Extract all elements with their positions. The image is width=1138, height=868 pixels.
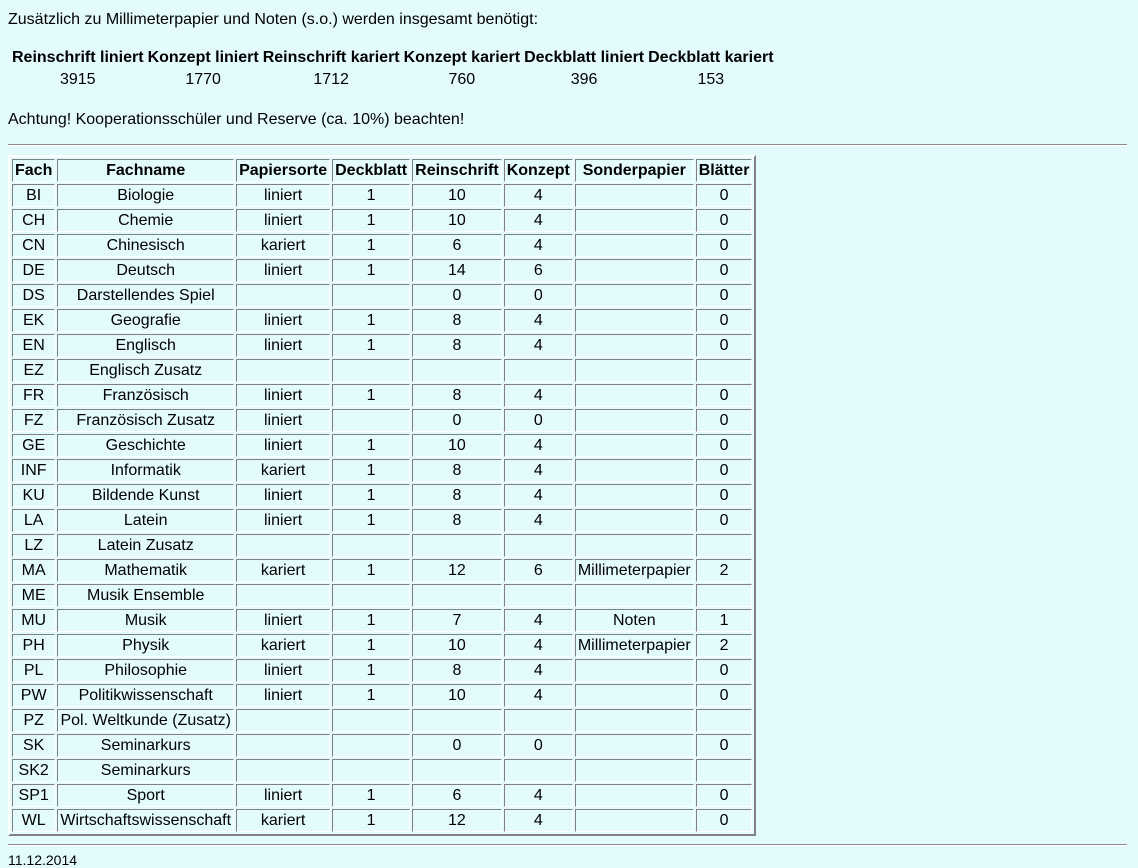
cell-fach: PL [12,659,55,682]
cell-konzept: 4 [504,459,573,482]
cell-reinschrift [412,359,502,382]
cell-blaetter: 0 [696,184,753,207]
cell-deckblatt [332,359,410,382]
cell-fachname: Geografie [57,309,234,332]
summary-value: 3915 [59,71,96,88]
summary-table [8,46,778,92]
cell-blaetter: 0 [696,409,753,432]
cell-reinschrift: 8 [412,334,502,357]
cell-blaetter [696,759,753,782]
cell-blaetter: 0 [696,484,753,507]
cell-fach: ME [12,584,55,607]
table-row [12,484,752,507]
table-row [12,184,752,207]
cell-blaetter: 0 [696,384,753,407]
cell-fachname: Französisch Zusatz [57,409,234,432]
table-row [12,634,752,657]
cell-fachname: Physik [57,634,234,657]
cell-fachname: Wirtschaftswissenschaft [57,809,234,832]
cell-fachname: Englisch Zusatz [57,359,234,382]
cell-sonderpapier [575,459,694,482]
table-row [12,309,752,332]
cell-fach: FR [12,384,55,407]
cell-sonderpapier [575,409,694,432]
cell-reinschrift: 8 [412,309,502,332]
cell-deckblatt: 1 [332,334,410,357]
cell-fach: DE [12,259,55,282]
cell-konzept: 4 [504,309,573,332]
table-row [12,334,752,357]
cell-blaetter: 0 [696,309,753,332]
table-row [12,534,752,557]
column-header-sonderpapier: Sonderpapier [575,159,694,182]
table-row [12,234,752,257]
table-row [12,684,752,707]
cell-deckblatt: 1 [332,384,410,407]
table-row [12,584,752,607]
cell-blaetter: 0 [696,209,753,232]
cell-deckblatt [332,759,410,782]
intro-text: Zusätzlich zu Millimeterpapier und Noten (s.o.) werden insgesamt benötigt: [8,11,539,28]
cell-konzept: 4 [504,809,573,832]
cell-fachname: Chemie [57,209,234,232]
cell-reinschrift: 6 [412,784,502,807]
cell-papiersorte: liniert [236,434,330,457]
cell-sonderpapier [575,259,694,282]
cell-blaetter: 0 [696,784,753,807]
cell-fach: SP1 [12,784,55,807]
cell-papiersorte: liniert [236,259,330,282]
cell-deckblatt: 1 [332,259,410,282]
cell-reinschrift: 0 [412,284,502,307]
table-header-row [12,159,752,182]
table-row [12,434,752,457]
cell-konzept: 4 [504,784,573,807]
cell-konzept: 0 [504,409,573,432]
cell-blaetter: 0 [696,684,753,707]
table-row [12,809,752,832]
cell-fach: BI [12,184,55,207]
cell-sonderpapier [575,334,694,357]
cell-papiersorte: liniert [236,384,330,407]
cell-blaetter: 0 [696,434,753,457]
cell-reinschrift: 10 [412,434,502,457]
cell-sonderpapier [575,209,694,232]
cell-sonderpapier [575,384,694,407]
summary-header: Konzept liniert [147,49,259,66]
summary-header: Reinschrift liniert [12,49,144,66]
cell-blaetter: 2 [696,559,753,582]
cell-konzept: 4 [504,384,573,407]
cell-fach: PW [12,684,55,707]
subjects-table [10,157,754,834]
table-row [12,459,752,482]
cell-reinschrift: 12 [412,809,502,832]
cell-reinschrift: 8 [412,384,502,407]
cell-fach: MA [12,559,55,582]
subjects-table-frame [8,155,756,836]
table-row [12,659,752,682]
cell-fachname: Englisch [57,334,234,357]
summary-value-row [12,70,774,90]
cell-sonderpapier [575,434,694,457]
cell-sonderpapier [575,659,694,682]
footer-date: 11.12.2014 [8,852,78,868]
cell-fachname: Darstellendes Spiel [57,284,234,307]
cell-fach: LA [12,509,55,532]
column-header-blaetter: Blätter [696,159,753,182]
cell-fachname: Bildende Kunst [57,484,234,507]
summary-value: 1712 [313,71,349,88]
cell-deckblatt: 1 [332,809,410,832]
cell-papiersorte: liniert [236,509,330,532]
cell-fachname: Deutsch [57,259,234,282]
cell-fach: CH [12,209,55,232]
cell-fach: GE [12,434,55,457]
cell-fachname: Musik Ensemble [57,584,234,607]
cell-reinschrift: 14 [412,259,502,282]
cell-blaetter: 0 [696,334,753,357]
cell-konzept: 4 [504,434,573,457]
cell-deckblatt [332,584,410,607]
cell-deckblatt: 1 [332,184,410,207]
cell-konzept: 4 [504,659,573,682]
cell-deckblatt: 1 [332,484,410,507]
column-header-fach: Fach [12,159,55,182]
cell-sonderpapier [575,684,694,707]
cell-fach: PZ [12,709,55,732]
column-header-deckblatt: Deckblatt [332,159,410,182]
cell-sonderpapier [575,759,694,782]
cell-konzept [504,534,573,557]
summary-value: 760 [448,71,476,88]
cell-sonderpapier [575,284,694,307]
cell-konzept: 4 [504,609,573,632]
cell-papiersorte: liniert [236,784,330,807]
cell-fachname: Latein [57,509,234,532]
summary-header: Deckblatt kariert [648,49,774,66]
cell-blaetter: 0 [696,809,753,832]
cell-blaetter [696,534,753,557]
cell-papiersorte [236,734,330,757]
table-row [12,284,752,307]
cell-deckblatt: 1 [332,209,410,232]
cell-fach: SK [12,734,55,757]
cell-fachname: Sport [57,784,234,807]
column-header-fachname: Fachname [57,159,234,182]
cell-blaetter [696,584,753,607]
table-row [12,209,752,232]
cell-fachname: Mathematik [57,559,234,582]
cell-papiersorte: liniert [236,309,330,332]
table-row [12,259,752,282]
column-header-reinschrift: Reinschrift [412,159,502,182]
cell-deckblatt [332,284,410,307]
cell-konzept: 4 [504,484,573,507]
cell-konzept: 6 [504,559,573,582]
cell-papiersorte [236,534,330,557]
cell-reinschrift: 0 [412,409,502,432]
cell-deckblatt [332,734,410,757]
cell-konzept: 6 [504,259,573,282]
cell-konzept [504,759,573,782]
cell-konzept: 0 [504,734,573,757]
cell-papiersorte: liniert [236,409,330,432]
cell-reinschrift: 8 [412,459,502,482]
cell-sonderpapier [575,709,694,732]
cell-fachname: Biologie [57,184,234,207]
cell-deckblatt: 1 [332,459,410,482]
cell-papiersorte: liniert [236,609,330,632]
subjects-table-body [12,184,752,832]
cell-fach: PH [12,634,55,657]
cell-konzept: 0 [504,284,573,307]
cell-fach: SK2 [12,759,55,782]
cell-sonderpapier: Noten [575,609,694,632]
cell-konzept: 4 [504,634,573,657]
cell-konzept [504,709,573,732]
cell-sonderpapier [575,534,694,557]
cell-blaetter: 0 [696,459,753,482]
cell-papiersorte [236,759,330,782]
cell-sonderpapier [575,484,694,507]
cell-papiersorte: kariert [236,634,330,657]
cell-papiersorte: liniert [236,484,330,507]
cell-deckblatt: 1 [332,559,410,582]
table-row [12,559,752,582]
cell-reinschrift: 8 [412,659,502,682]
cell-deckblatt [332,534,410,557]
cell-fachname: Pol. Weltkunde (Zusatz) [57,709,234,732]
cell-blaetter [696,709,753,732]
cell-papiersorte: kariert [236,234,330,257]
cell-blaetter: 0 [696,234,753,257]
cell-fach: FZ [12,409,55,432]
cell-blaetter: 0 [696,259,753,282]
cell-konzept: 4 [504,234,573,257]
cell-blaetter: 0 [696,734,753,757]
cell-fach: LZ [12,534,55,557]
cell-deckblatt [332,409,410,432]
cell-fach: EN [12,334,55,357]
table-row [12,709,752,732]
cell-papiersorte [236,584,330,607]
cell-reinschrift: 10 [412,634,502,657]
cell-sonderpapier [575,734,694,757]
cell-reinschrift: 10 [412,184,502,207]
cell-sonderpapier [575,309,694,332]
cell-fachname: Seminarkurs [57,734,234,757]
cell-blaetter: 2 [696,634,753,657]
cell-papiersorte: kariert [236,459,330,482]
cell-sonderpapier [575,509,694,532]
summary-value: 396 [570,71,598,88]
cell-papiersorte: kariert [236,559,330,582]
cell-fach: KU [12,484,55,507]
summary-header: Deckblatt liniert [524,49,645,66]
cell-sonderpapier [575,184,694,207]
cell-papiersorte [236,284,330,307]
cell-fachname: Musik [57,609,234,632]
cell-deckblatt: 1 [332,634,410,657]
cell-papiersorte: kariert [236,809,330,832]
cell-fach: MU [12,609,55,632]
cell-konzept: 4 [504,209,573,232]
summary-header-row [12,48,774,68]
cell-papiersorte: liniert [236,659,330,682]
cell-papiersorte [236,359,330,382]
cell-konzept: 4 [504,684,573,707]
cell-reinschrift [412,534,502,557]
cell-konzept: 4 [504,509,573,532]
table-row [12,509,752,532]
cell-reinschrift: 0 [412,734,502,757]
cell-deckblatt: 1 [332,434,410,457]
table-row [12,784,752,807]
summary-header: Reinschrift kariert [262,49,400,66]
cell-papiersorte: liniert [236,684,330,707]
cell-deckblatt: 1 [332,659,410,682]
cell-fachname: Französisch [57,384,234,407]
cell-fach: DS [12,284,55,307]
cell-fachname: Chinesisch [57,234,234,257]
cell-fach: EK [12,309,55,332]
summary-value: 153 [697,71,725,88]
cell-sonderpapier [575,809,694,832]
cell-fachname: Seminarkurs [57,759,234,782]
cell-sonderpapier: Millimeterpapier [575,634,694,657]
cell-blaetter: 0 [696,284,753,307]
cell-fachname: Politikwissenschaft [57,684,234,707]
table-row [12,409,752,432]
cell-sonderpapier [575,234,694,257]
summary-value: 1770 [185,71,221,88]
cell-fachname: Philosophie [57,659,234,682]
cell-reinschrift: 7 [412,609,502,632]
horizontal-rule [8,844,1127,846]
cell-reinschrift: 10 [412,209,502,232]
cell-fach: CN [12,234,55,257]
cell-konzept: 4 [504,334,573,357]
table-row [12,734,752,757]
cell-fach: WL [12,809,55,832]
cell-blaetter: 0 [696,509,753,532]
warning-text: Achtung! Kooperationsschüler und Reserve (ca. 10%) beachten! [8,111,465,128]
cell-reinschrift: 10 [412,684,502,707]
cell-blaetter: 1 [696,609,753,632]
table-row [12,359,752,382]
cell-deckblatt: 1 [332,609,410,632]
cell-reinschrift: 6 [412,234,502,257]
cell-deckblatt: 1 [332,309,410,332]
cell-reinschrift: 8 [412,484,502,507]
cell-fachname: Informatik [57,459,234,482]
cell-papiersorte: liniert [236,184,330,207]
cell-sonderpapier [575,784,694,807]
cell-fachname: Geschichte [57,434,234,457]
cell-sonderpapier [575,359,694,382]
cell-reinschrift: 12 [412,559,502,582]
cell-konzept [504,584,573,607]
table-row [12,759,752,782]
cell-konzept: 4 [504,184,573,207]
cell-sonderpapier [575,584,694,607]
cell-reinschrift [412,584,502,607]
cell-blaetter: 0 [696,659,753,682]
cell-papiersorte [236,709,330,732]
cell-fach: INF [12,459,55,482]
cell-deckblatt: 1 [332,784,410,807]
cell-blaetter [696,359,753,382]
column-header-papiersorte: Papiersorte [236,159,330,182]
column-header-konzept: Konzept [504,159,573,182]
cell-papiersorte: liniert [236,209,330,232]
cell-reinschrift: 8 [412,509,502,532]
cell-deckblatt: 1 [332,684,410,707]
cell-reinschrift [412,709,502,732]
cell-konzept [504,359,573,382]
horizontal-rule [8,144,1127,146]
cell-deckblatt [332,709,410,732]
cell-deckblatt: 1 [332,509,410,532]
cell-papiersorte: liniert [236,334,330,357]
cell-sonderpapier: Millimeterpapier [575,559,694,582]
cell-reinschrift [412,759,502,782]
table-row [12,384,752,407]
cell-deckblatt: 1 [332,234,410,257]
cell-fach: EZ [12,359,55,382]
summary-header: Konzept kariert [403,49,521,66]
table-row [12,609,752,632]
cell-fachname: Latein Zusatz [57,534,234,557]
